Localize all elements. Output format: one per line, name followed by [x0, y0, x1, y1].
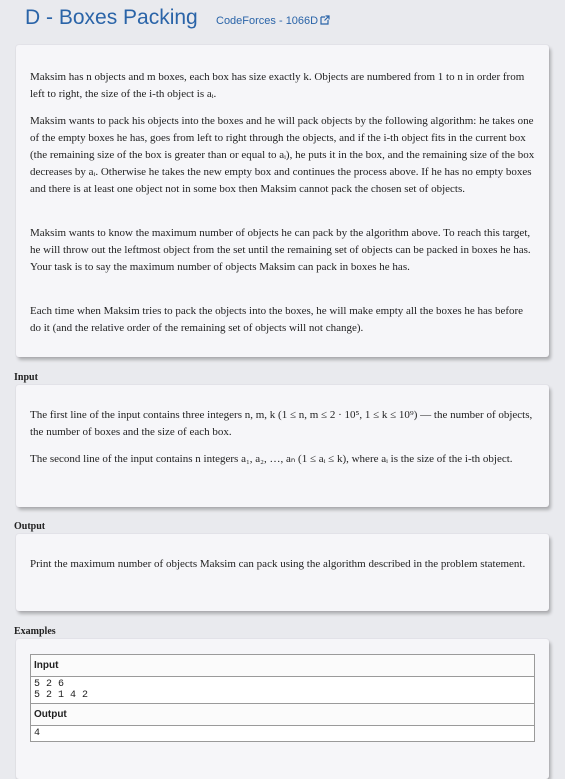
statement-paragraph-2: Maksim wants to pack his objects into the boxes and he will pack objects by the following algorithm: he takes one of the empty boxes he has, goes from left to right through the objects, and if the i-th object fits in the current box (the remaining size of the box is greater than or equal to aᵢ), he puts it in the box, and the remaining size of the box decreases by aᵢ. Otherwise he takes the new empty box and continues the process above. If he has no empty boxes and there is at least one object not in some box then Maksim cannot pack the chosen set of objects.	[30, 115, 535, 195]
input-paragraph-2: The second line of the input contains n integers a₁, a₂, …, aₙ (1 ≤ aᵢ ≤ k), where aᵢ is the size of the i-th object.	[30, 453, 513, 465]
output-heading: Output	[14, 521, 46, 532]
external-link-icon[interactable]	[320, 15, 330, 25]
statement-panel	[16, 45, 549, 357]
input-panel	[16, 385, 549, 507]
page-header	[0, 0, 565, 40]
examples-panel	[16, 639, 549, 779]
output-panel	[16, 534, 549, 611]
source-link-label[interactable]: CodeForces - 1066D	[216, 15, 319, 27]
output-paragraph-1: Print the maximum number of objects Maksim can pack using the algorithm described in the problem statement.	[30, 558, 526, 570]
example-input-header: Input	[31, 655, 535, 677]
example-output-text[interactable]: 4	[31, 726, 535, 742]
input-heading: Input	[14, 372, 38, 383]
examples-heading: Examples	[14, 626, 56, 637]
statement-paragraph-1: Maksim has n objects and m boxes, each box has size exactly k. Objects are numbered from 1 to n in order from left to right, the size of the i-th object is aᵢ.	[30, 71, 525, 100]
examples-table	[30, 654, 535, 742]
example-output-header: Output	[31, 704, 535, 726]
statement-paragraph-4: Each time when Maksim tries to pack the objects into the boxes, he will make empty all the boxes he has before do it (and the relative order of the remaining set of objects will not change).	[30, 305, 524, 334]
page-title: D - Boxes Packing	[25, 6, 198, 29]
source-link[interactable]	[216, 15, 330, 27]
statement-paragraph-3: Maksim wants to know the maximum number of objects he can pack by the algorithm above. To reach this target, he will throw out the leftmost object from the set until the remaining set of objects can be packed in boxes he has. Your task is to say the maximum number of objects Maksim can pack in boxes he has.	[30, 227, 531, 273]
input-paragraph-1: The first line of the input contains three integers n, m, k (1 ≤ n, m ≤ 2 · 10⁵, 1 ≤ k ≤ 10⁹) — the number of objects, the number of boxes and the size of each box.	[30, 409, 533, 438]
example-input-text[interactable]: 5 2 6 5 2 1 4 2	[31, 677, 535, 704]
